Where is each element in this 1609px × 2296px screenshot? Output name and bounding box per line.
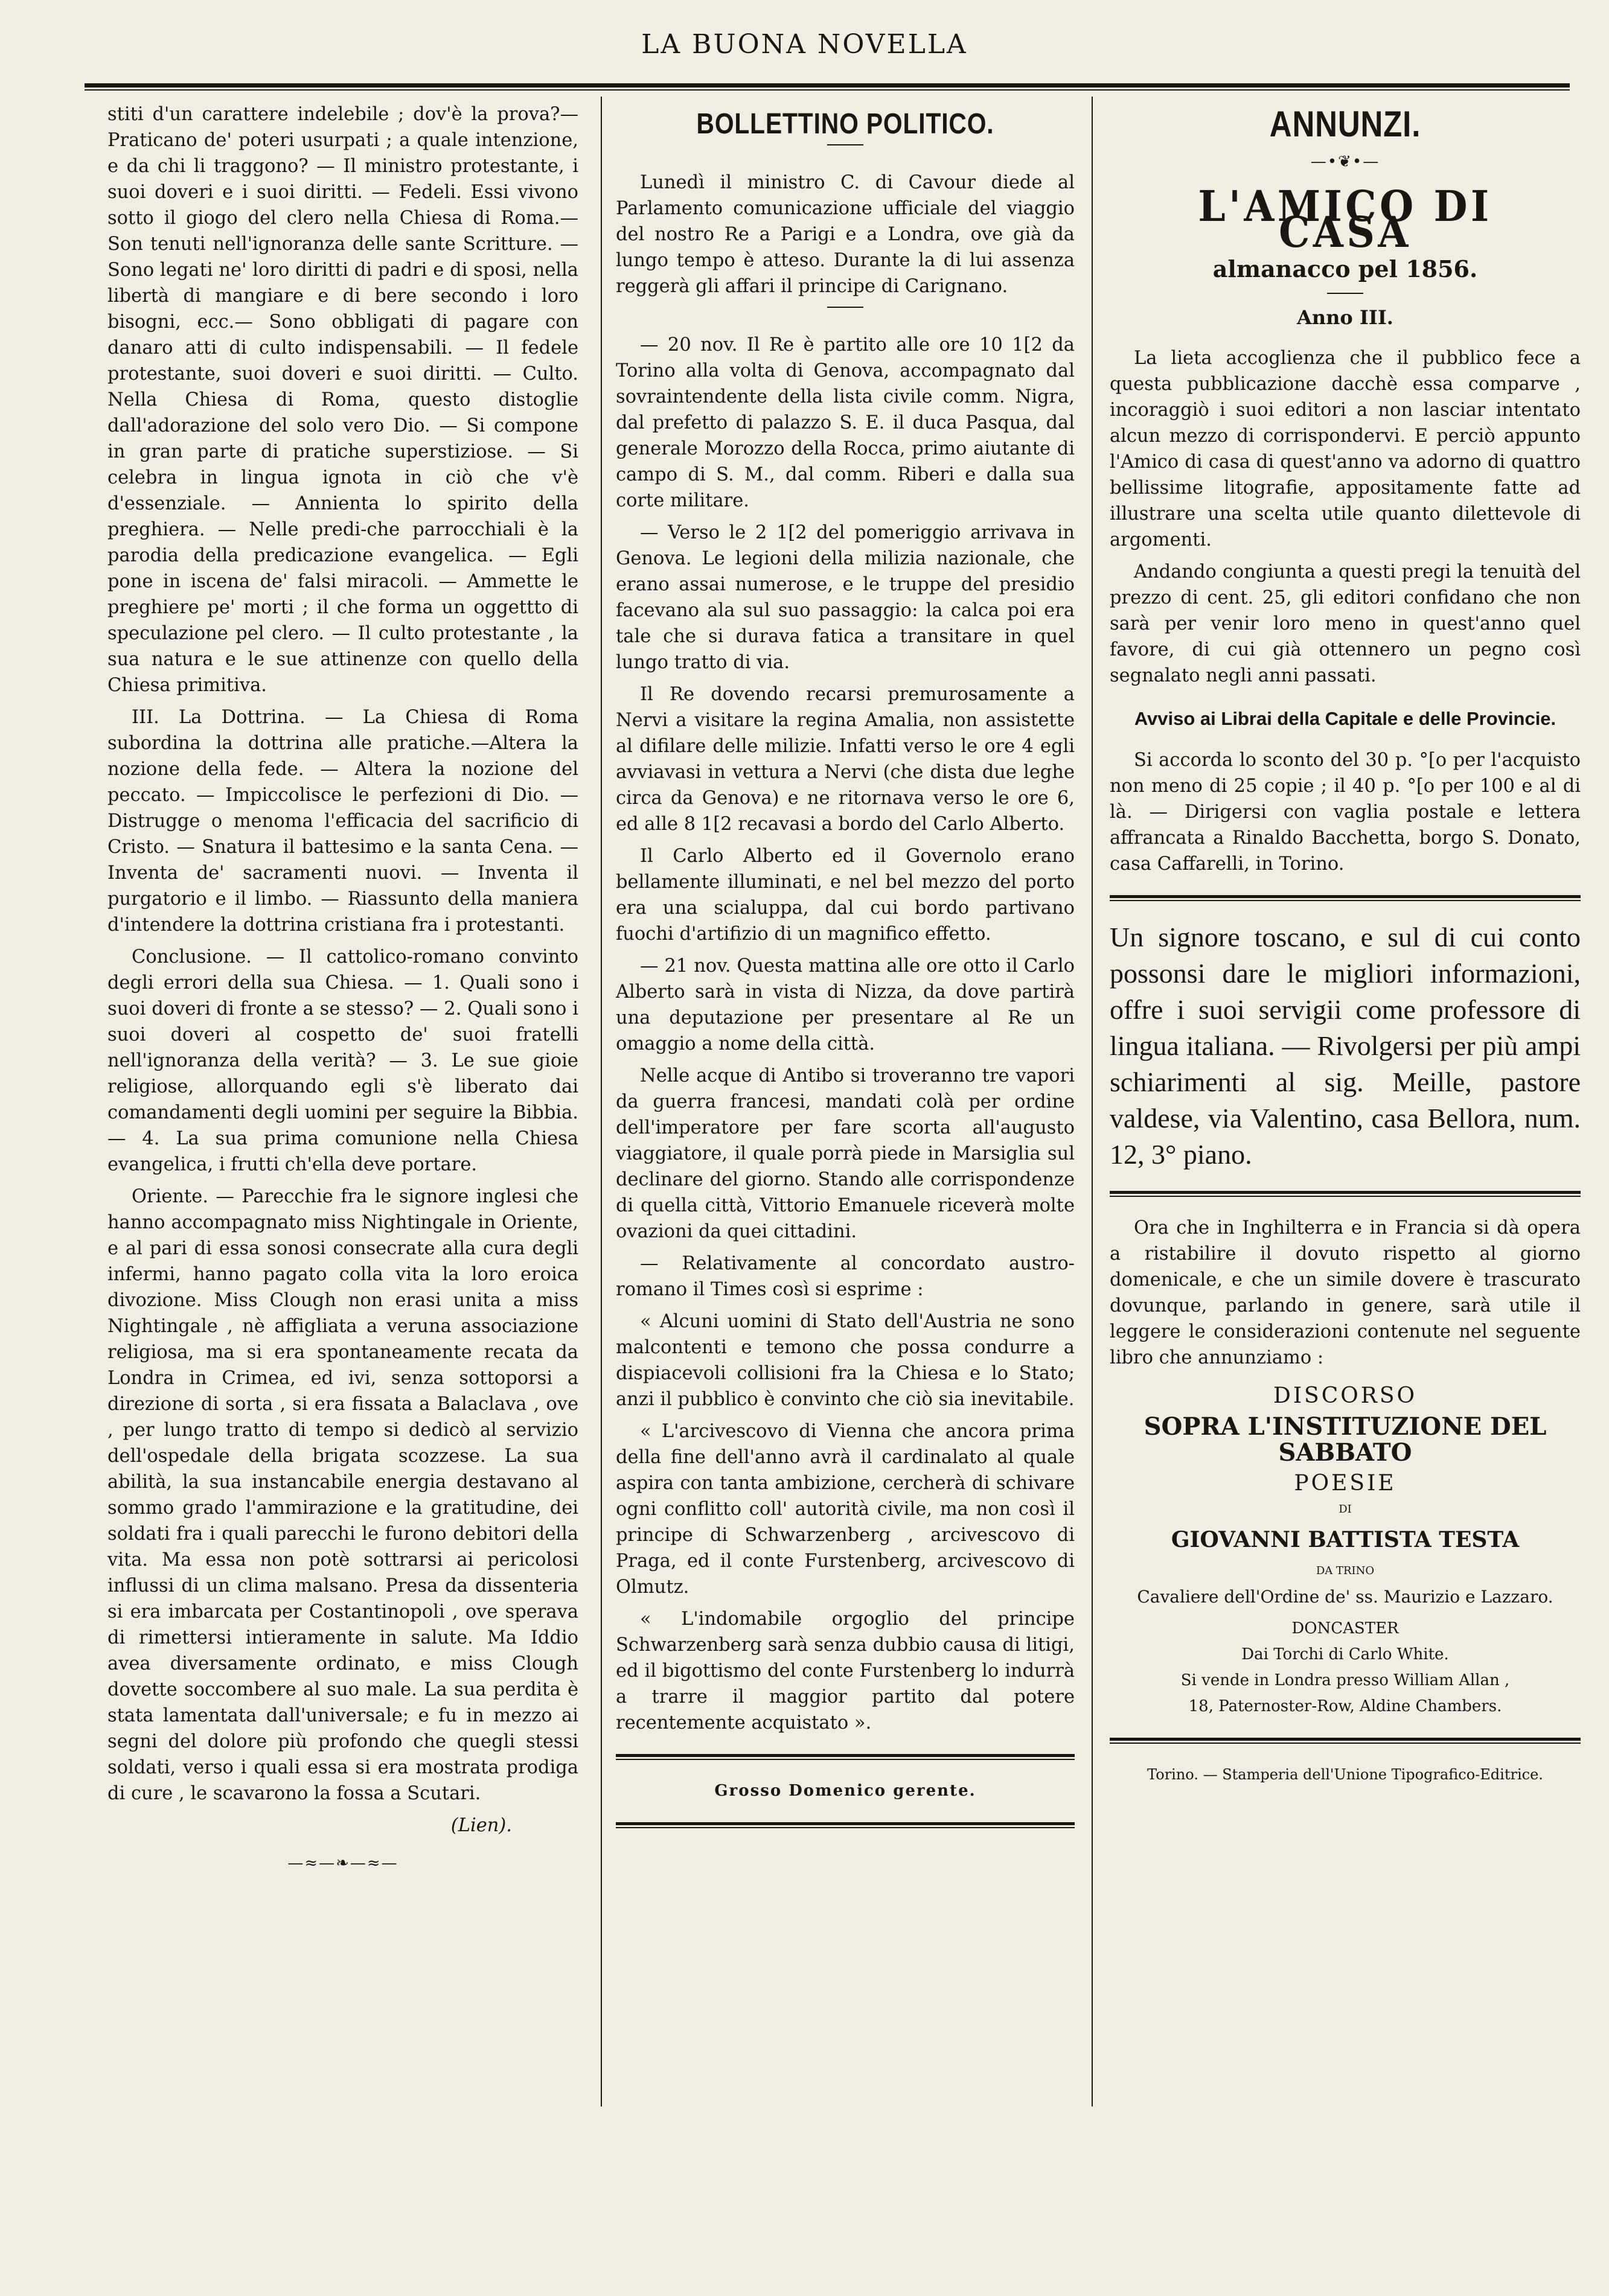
avviso-title: Avviso ai Librai della Capitale e delle Provincie.: [1134, 708, 1556, 729]
ornament-separator: —•❦•—: [1310, 153, 1380, 171]
column-2: [616, 101, 1075, 1846]
gerente: Grosso Domenico gerente.: [714, 1782, 976, 1800]
book-line-8: DONCASTER: [1291, 1619, 1399, 1637]
col3-paragraph: Andando congiunta a questi pregi la tenuità del prezzo di cent. 25, gli editori confidano che non sarà per venir loro meno in quest'anno quel favore, di cui già ottennero un pegno così segnalato negli anni passati.: [1110, 561, 1581, 686]
short-rule: [1327, 293, 1363, 294]
ornament-separator: —≈—❧—≈—: [287, 1854, 398, 1872]
col2-paragraph: Lunedì il ministro C. di Cavour diede al Parlamento comunicazione ufficiale del viaggio del nostro Re a Parigi e a Londra, ove già da lungo tempo è atteso. Durante la di lui assenza reggerà gli affari il principe di Carignano.: [616, 172, 1075, 297]
section-title: BOLLETTINO POLITICO.: [696, 108, 994, 140]
book-line-3: POESIE: [1294, 1471, 1396, 1496]
top-rule: [85, 83, 1570, 91]
masthead: LA BUONA NOVELLA: [641, 29, 968, 60]
col2-paragraph: — 21 nov. Questa mattina alle ore otto il Carlo Alberto sarà in vista di Nizza, da dove partirà una deputazione per presentare al Re un omaggio a nome della città.: [616, 955, 1075, 1054]
professore-ad-text: Un signore toscano, e sul di cui conto possonsi dare le migliori informazioni, offre i suoi servigii come professore di lingua italiana. — Rivolgersi per più ampi schiarimenti al sig. Meille, pastore valdese, via Valentino, casa Bellora, num. 12, 3° piano.: [1110, 922, 1581, 1170]
book-line-1: DISCORSO: [1273, 1383, 1418, 1408]
short-rule: [827, 144, 863, 145]
double-rule: [616, 1754, 1075, 1760]
column-3: [1110, 101, 1581, 1788]
col1-paragraph: Conclusione. — Il cattolico-romano convinto degli errori della sua Chiesa. — 1. Quali sono i suoi doveri di fronte a se stesso? — 2. Quali sono i suoi doveri al cospetto de' suoi fratelli nell'ignoranza della verità? — 3. Le sue gioie religiose, allorquando egli s'è liberato dai comandamenti degli uomini per seguire la Bibbia. — 4. La sua prima comunione nella Chiesa evangelica, i frutti ch'ella deve portare.: [107, 946, 578, 1175]
short-rule: [827, 307, 863, 308]
footer: Torino. — Stamperia dell'Unione Tipografico-Editrice.: [1147, 1766, 1543, 1783]
professore-ad: [1110, 919, 1581, 1173]
col2-paragraph: Il Carlo Alberto ed il Governolo erano bellamente illuminati, e nel bel mezzo del porto era una scialuppa, dal cui bordo partivano fuochi d'artifizio di un magnifico effetto.: [616, 846, 1075, 945]
column-1: [107, 101, 578, 1889]
almanacco: almanacco pel 1856.: [1212, 255, 1478, 282]
book-line-9: Dai Torchi di Carlo White.: [1241, 1645, 1449, 1663]
book-line-11: 18, Paternoster-Row, Aldine Chambers.: [1188, 1697, 1502, 1715]
anno: Anno III.: [1297, 306, 1393, 329]
col1-paragraph: III. La Dottrina. — La Chiesa di Roma subordina la dottrina alle pratiche.—Altera la nozione della fede. — Altera la nozione del peccato. — Impiccolisce le perfezioni di Dio. — Distrugge o menoma l'efficacia del sacrificio di Cristo. — Snatura il battesimo e la santa Cena. — Inventa de' sacramenti nuovi. — Inventa il purgatorio e il limbo. — Riassunto della maniera d'intendere la dottrina cristiana fra i protestanti.: [107, 707, 578, 936]
book-line-5: GIOVANNI BATTISTA TESTA: [1171, 1527, 1520, 1552]
amico-title: L'AMICO DI CASA: [1198, 181, 1492, 257]
book-line-7: Cavaliere dell'Ordine de' ss. Maurizio e Lazzaro.: [1137, 1587, 1553, 1607]
col2-paragraph: — Relativamente al concordato austro-romano il Times così si esprime :: [616, 1253, 1075, 1300]
col2-paragraph: « Alcuni uomini di Stato dell'Austria ne sono malcontenti e temono che possa condurre a dispiacevoli collisioni fra la Chiesa e lo Stato; anzi il pubblico è convinto che ciò sia inevitabile.: [616, 1311, 1075, 1410]
double-rule: [1110, 1191, 1581, 1197]
col2-paragraph: Nelle acque di Antibo si troveranno tre vapori da guerra francesi, mandati colà per ordine dell'imperatore per fare scorta all'augusto viaggiatore, il quale porrà piede in Marsiglia sul declinare del giorno. Stando alle corrispondenze di quella città, Vittorio Emanuele riceverà molte ovazioni da quei cittadini.: [616, 1065, 1075, 1242]
book-line-6: DA TRINO: [1316, 1564, 1375, 1577]
col3-paragraph: La lieta accoglienza che il pubblico fece a questa pubblicazione dacchè essa comparve , incoraggiò i suoi editori a non lasciar intentato alcun mezzo di corrispondervi. E perciò appunto l'Amico di casa di quest'anno va adorno di quattro bellissime litografie, appositamente fatte ad illustrare una scelta utile quanto dilettevole di argomenti.: [1110, 348, 1581, 550]
double-rule: [616, 1822, 1075, 1828]
col2-paragraph: « L'arcivescovo di Vienna che ancora prima della fine dell'anno avrà il cardinalato al quale aspira con tanta ambizione, cercherà di schivare ogni conflitto coll' autorità civile, ma non così il principe di Schwarzenberg , arcivescovo di Praga, ed il conte Furstenberg, arcivescovo di Olmutz.: [616, 1421, 1075, 1598]
signature: (Lien).: [450, 1815, 512, 1836]
book-line-4: DI: [1339, 1503, 1352, 1516]
col2-paragraph: — Verso le 2 1[2 del pomeriggio arrivava in Genova. Le legioni della milizia nazionale, che erano assai numerose, e le truppe del presidio facevano ala sul suo passaggio: la calca poi era tale che si durava fatica a transitare in quel lungo tratto di via.: [616, 522, 1075, 673]
inghilterra-paragraph: Ora che in Inghilterra e in Francia si dà opera a ristabilire il dovuto rispetto al giorno domenicale, e che un simile dovere è trascurato dovunque, parlando in genere, sarà utile il leggere le considerazioni contenute nel seguente libro che annunziamo :: [1110, 1217, 1581, 1368]
col2-paragraph: Il Re dovendo recarsi premurosamente a Nervi a visitare la regina Amalia, non assistette al difilare delle milizie. Infatti verso le ore 4 egli avviavasi in vettura a Nervi (che dista due leghe circa da Genova) e ne ritornava verso le ore 6, ed alle 8 1[2 recavasi a bordo del Carlo Alberto.: [616, 684, 1075, 835]
col1-paragraph: stiti d'un carattere indelebile ; dov'è la prova?— Praticano de' poteri usurpati ; a quale intenzione, e da chi li traggono? — Il ministro protestante, i suoi doveri e i suoi diritti. — Fedeli. Essi vivono sotto il giogo del clero nella Chiesa di Roma.— Son tenuti nell'ignoranza delle sante Scritture. — Sono legati ne' loro diritti di padri e di sposi, nella libertà di mangiare e di bere secondo i loro bisogni, ecc.— Sono obbligati di pagare con danaro atti di culto indispensabili. — Il fedele protestante, suoi doveri e suoi diritti. — Culto. Nella Chiesa di Roma, questo distoglie dall'adorazione del solo vero Dio. — Si compone in gran parte di pratiche superstiziose. — Si celebra in lingua ignota in ciò che v'è d'essenziale. — Annienta lo spirito della preghiera. — Nelle predi-che parrocchiali è la parodia della predicazione evangelica. — Egli pone in iscena de' falsi miracoli. — Ammette le preghiere pe' morti ; il che forma un oggettto di speculazione pel clero. — Il culto protestante , la sua natura e le sue attinenze con quello della Chiesa primitiva.: [107, 104, 578, 696]
double-rule: [1110, 895, 1581, 901]
col2-paragraph: — 20 nov. Il Re è partito alle ore 10 1[2 da Torino alla volta di Genova, accompagnato dal sovraintendente della lista civile comm. Nigra, dal prefetto di palazzo S. E. il duca Pasqua, dal generale Morozzo della Rocca, primo aiutante di campo di S. M., dal comm. Riberi e dalla sua corte militare.: [616, 334, 1075, 511]
section-title: ANNUNZI.: [1269, 104, 1421, 144]
book-line-2: SOPRA L'INSTITUZIONE DEL SABBATO: [1144, 1412, 1547, 1467]
double-rule: [1110, 1738, 1581, 1744]
col2-paragraph: « L'indomabile orgoglio del principe Schwarzenberg sarà senza dubbio causa di litigi, ed il bigottismo del conte Furstenberg lo indurrà a trarre il maggior partito dal potere recentemente acquistato ».: [616, 1609, 1075, 1733]
column-divider-1: [601, 97, 602, 2106]
book-line-10: Si vende in Londra presso William Allan ,: [1180, 1671, 1510, 1689]
avviso-text: Si accorda lo sconto del 30 p. °[o per l'acquisto non meno di 25 copie ; il 40 p. °[o per 100 e al di là. — Dirigersi con vaglia postale e lettera affrancata a Rinaldo Bacchetta, borgo S. Donato, casa Caffarelli, in Torino.: [1110, 750, 1581, 875]
column-divider-2: [1092, 97, 1093, 2106]
col1-paragraph: Oriente. — Parecchie fra le signore inglesi che hanno accompagnato miss Nightingale in Oriente, e al pari di essa sonosi consecrate alla cura degli infermi, hanno pagato colla vita la loro eroica divozione. Miss Clough non erasi unita a miss Nightingale , nè affigliata a veruna associazione religiosa, ma si era spontaneamente recata da Londra in Crimea, ed ivi, senza sottoporsi a direzione di sorta , si era fissata a Balaclava , ove , per lungo tratto di tempo si dedicò al servizio dell'ospedale della brigata scozzese. La sua abilità, la sua instancabile energia destavano al sommo grado l'ammirazione e la gratitudine, dei soldati fra i quali parecchi le furono debitori della vita. Ma essa non potè sottrarsi ai pericolosi influssi di un clima malsano. Presa da dissenteria si era imbarcata per Costantinopoli , ove sperava di rimettersi intieramente in salute. Ma Iddio avea diversamente ordinato, e miss Clough dovette soccombere al suo male. La sua perdita è stata lamentata dall'universale; e fu in mezzo ai segni del dolore più profondo che quegli stessi soldati, verso i quali essa si era mostrata prodiga di cure , le scavarono la fossa a Scutari.: [107, 1186, 578, 1804]
